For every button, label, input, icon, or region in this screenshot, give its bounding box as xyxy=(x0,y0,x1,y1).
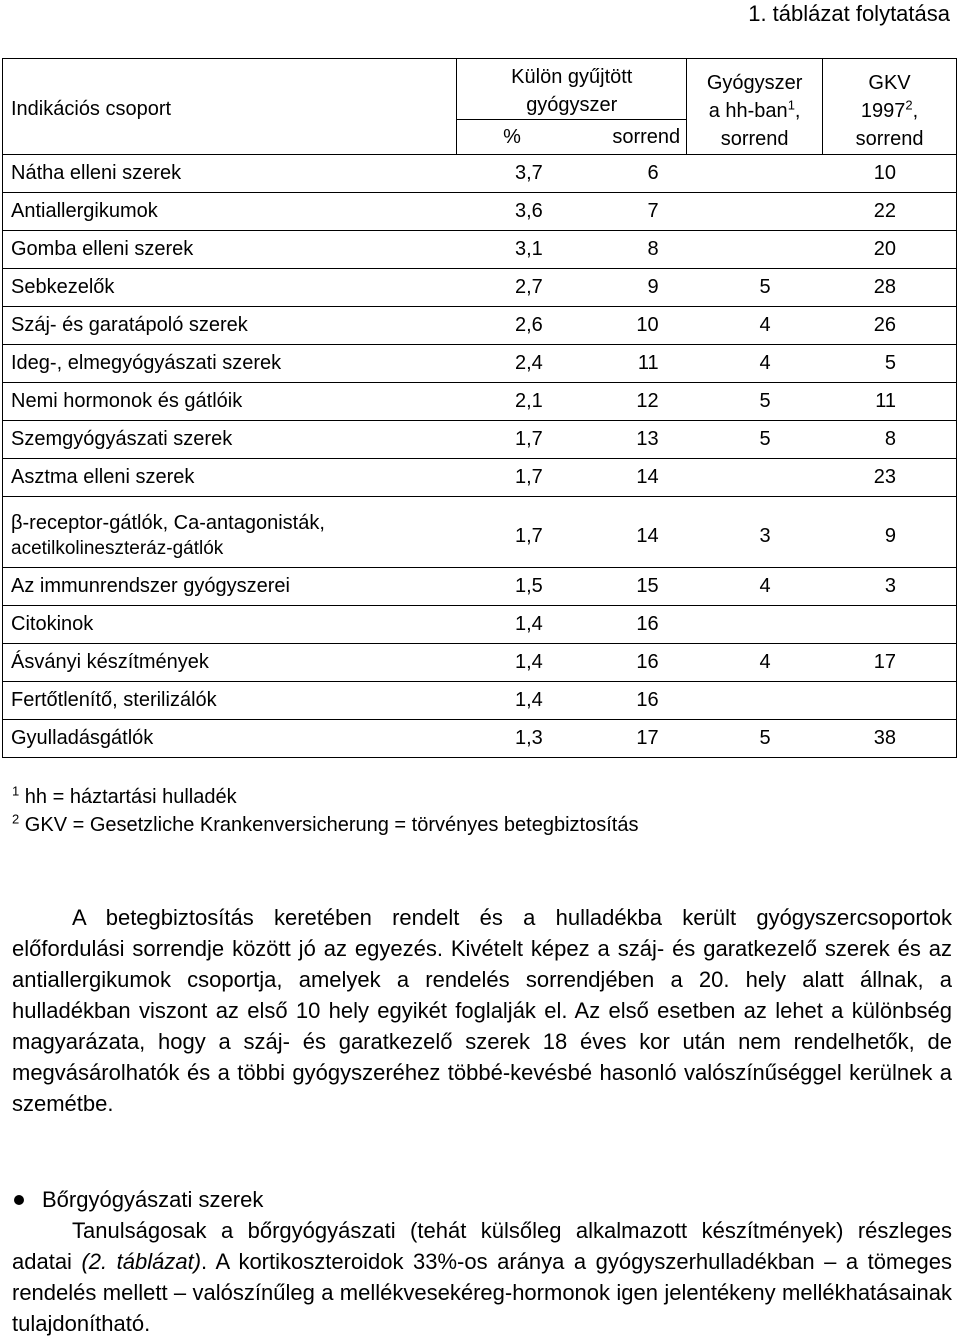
table-row xyxy=(3,307,957,345)
cell-rank: 14 xyxy=(567,497,687,568)
cell-pct: 3,7 xyxy=(457,155,567,193)
cell-gkv: 8 xyxy=(823,421,957,459)
cell-group: Gomba elleni szerek xyxy=(3,231,457,269)
cell-pct: 1,7 xyxy=(457,497,567,568)
bullet-paragraph: Tanulságosak a bőrgyógyászati (tehát külsőleg alkalmazott készítmények) részleges adatai (2. táblázat). A kortikoszteroidok 33%-os aránya a gyógyszerhulladékban – a tömeges rendelés mellett – valószínűleg a mellékvesekéreg-hormonok igen jelentékeny mellékhatásainak tulajdonítható. xyxy=(12,1218,952,1336)
cell-group: Sebkezelők xyxy=(3,269,457,307)
cell-pct: 1,3 xyxy=(457,720,567,758)
bullet-dot-icon xyxy=(14,1195,24,1205)
cell-group: Gyulladásgátlók xyxy=(3,720,457,758)
table-row xyxy=(3,193,957,231)
header-group-label: Indikációs csoport xyxy=(11,98,172,120)
bullet-title-text: Bőrgyógyászati szerek xyxy=(42,1187,264,1212)
cell-hh: 4 xyxy=(687,644,823,682)
cell-hh: 4 xyxy=(687,568,823,606)
table-row xyxy=(3,568,957,606)
table-row xyxy=(3,644,957,682)
table-row xyxy=(3,497,957,568)
cell-gkv: 3 xyxy=(823,568,957,606)
table-row xyxy=(3,720,957,758)
cell-group: Ideg-, elmegyógyászati szerek xyxy=(3,345,457,383)
header-gkv-line1: GKV xyxy=(868,71,911,94)
cell-rank: 9 xyxy=(567,269,687,307)
cell-group: Szemgyógyászati szerek xyxy=(3,421,457,459)
cell-rank: 6 xyxy=(567,155,687,193)
cell-group: Fertőtlenítő, sterilizálók xyxy=(3,682,457,720)
cell-group: Száj- és garatápoló szerek xyxy=(3,307,457,345)
footnote-2: $^2$ GKV = Gesetzliche Krankenversicherung = törvényes betegbiztosítás xyxy=(12,811,639,836)
cell-group: Ásványi készítmények xyxy=(3,644,457,682)
cell-gkv: 20 xyxy=(823,231,957,269)
table-row xyxy=(3,231,957,269)
cell-hh xyxy=(687,231,823,269)
cell-gkv: 10 xyxy=(823,155,957,193)
table-row xyxy=(3,606,957,644)
body-paragraph: A betegbiztosítás keretében rendelt és a hulladékba került gyógyszercsoportok előfordulási sorrendje között jó az egyezés. Kivételt képez a száj- és garatkezelő szerek és az antiallergikumok csoportja, amelyek a rendelés sorrendjében a 20. hely alatt állnak, a hulladékban viszont az első 10 hely egyikét foglalják el. Az első esetben az lehet a különbség magyarázata, hogy a száj- és garatkezelő szerek 18 éves kor után nem rendelhetők, de megvásárolhatók és a többi gyógyszeréhez többé-kevésbé hasonló valószínűséggel kerülnek a szemétbe. xyxy=(12,905,952,1116)
cell-rank: 11 xyxy=(567,345,687,383)
table-row xyxy=(3,459,957,497)
cell-rank: 16 xyxy=(567,682,687,720)
footnotes xyxy=(12,783,638,839)
cell-gkv: 5 xyxy=(823,345,957,383)
cell-rank: 16 xyxy=(567,644,687,682)
cell-group: Nátha elleni szerek xyxy=(3,155,457,193)
cell-pct: 2,4 xyxy=(457,345,567,383)
cell-group: Antiallergikumok xyxy=(3,193,457,231)
cell-pct: 2,7 xyxy=(457,269,567,307)
cell-pct: 1,7 xyxy=(457,459,567,497)
cell-rank: 17 xyxy=(567,720,687,758)
header-gkv xyxy=(823,59,957,155)
header-gkv-line3: sorrend xyxy=(855,127,924,150)
footnote-1: $^1$ hh = háztartási hulladék xyxy=(12,783,237,808)
header-pct: % xyxy=(457,120,567,155)
cell-rank: 12 xyxy=(567,383,687,421)
table-row xyxy=(3,682,957,720)
table-row xyxy=(3,345,957,383)
cell-rank: 7 xyxy=(567,193,687,231)
table-caption: 1. táblázat folytatása xyxy=(748,1,950,26)
header-hh xyxy=(687,59,823,155)
cell-rank: 8 xyxy=(567,231,687,269)
cell-pct: 3,1 xyxy=(457,231,567,269)
cell-gkv: 9 xyxy=(823,497,957,568)
cell-gkv: 26 xyxy=(823,307,957,345)
cell-gkv: 28 xyxy=(823,269,957,307)
table-row xyxy=(3,155,957,193)
cell-hh: 4 xyxy=(687,345,823,383)
header-collected xyxy=(457,59,687,120)
cell-rank: 10 xyxy=(567,307,687,345)
cell-group: β-receptor-gátlók, Ca-antagonisták, acetilkolineszteráz-gátlók xyxy=(3,497,457,568)
header-rank: sorrend xyxy=(612,125,681,148)
cell-gkv: 38 xyxy=(823,720,957,758)
cell-pct: 1,4 xyxy=(457,606,567,644)
cell-hh xyxy=(687,155,823,193)
cell-pct: 2,6 xyxy=(457,307,567,345)
cell-gkv xyxy=(823,682,957,720)
table-row xyxy=(3,269,957,307)
table-row xyxy=(3,383,957,421)
header-group xyxy=(3,59,457,155)
cell-gkv: 11 xyxy=(823,383,957,421)
cell-group: Citokinok xyxy=(3,606,457,644)
cell-group: Asztma elleni szerek xyxy=(3,459,457,497)
cell-pct: 1,5 xyxy=(457,568,567,606)
cell-gkv: 22 xyxy=(823,193,957,231)
header-gkv-line2: 1997$^2$, xyxy=(860,96,919,122)
cell-gkv xyxy=(823,606,957,644)
cell-hh: 4 xyxy=(687,307,823,345)
cell-hh: 5 xyxy=(687,421,823,459)
cell-hh: 5 xyxy=(687,269,823,307)
header-hh-line2: a hh-ban$^1$, xyxy=(708,96,801,122)
cell-hh xyxy=(687,193,823,231)
bullet-title xyxy=(12,1184,952,1215)
cell-hh xyxy=(687,459,823,497)
header-collected-line1: Külön gyűjtött xyxy=(511,66,633,88)
cell-hh: 3 xyxy=(687,497,823,568)
cell-gkv: 23 xyxy=(823,459,957,497)
table-row xyxy=(3,421,957,459)
cell-pct: 2,1 xyxy=(457,383,567,421)
cell-hh xyxy=(687,606,823,644)
cell-group: Az immunrendszer gyógyszerei xyxy=(3,568,457,606)
header-hh-line3: sorrend xyxy=(720,127,789,150)
cell-hh: 5 xyxy=(687,383,823,421)
cell-pct: 3,6 xyxy=(457,193,567,231)
cell-rank: 15 xyxy=(567,568,687,606)
header-collected-line2: gyógyszer xyxy=(526,94,618,116)
cell-hh: 5 xyxy=(687,720,823,758)
table-header-row xyxy=(3,59,957,120)
cell-rank: 13 xyxy=(567,421,687,459)
cell-group: Nemi hormonok és gátlóik xyxy=(3,383,457,421)
header-hh-line1: Gyógyszer xyxy=(706,71,803,94)
cell-hh xyxy=(687,682,823,720)
cell-rank: 14 xyxy=(567,459,687,497)
cell-pct: 1,4 xyxy=(457,682,567,720)
cell-pct: 1,4 xyxy=(457,644,567,682)
bullet-section xyxy=(12,1184,952,1339)
cell-gkv: 17 xyxy=(823,644,957,682)
cell-pct: 1,7 xyxy=(457,421,567,459)
cell-rank: 16 xyxy=(567,606,687,644)
data-table xyxy=(2,58,957,758)
